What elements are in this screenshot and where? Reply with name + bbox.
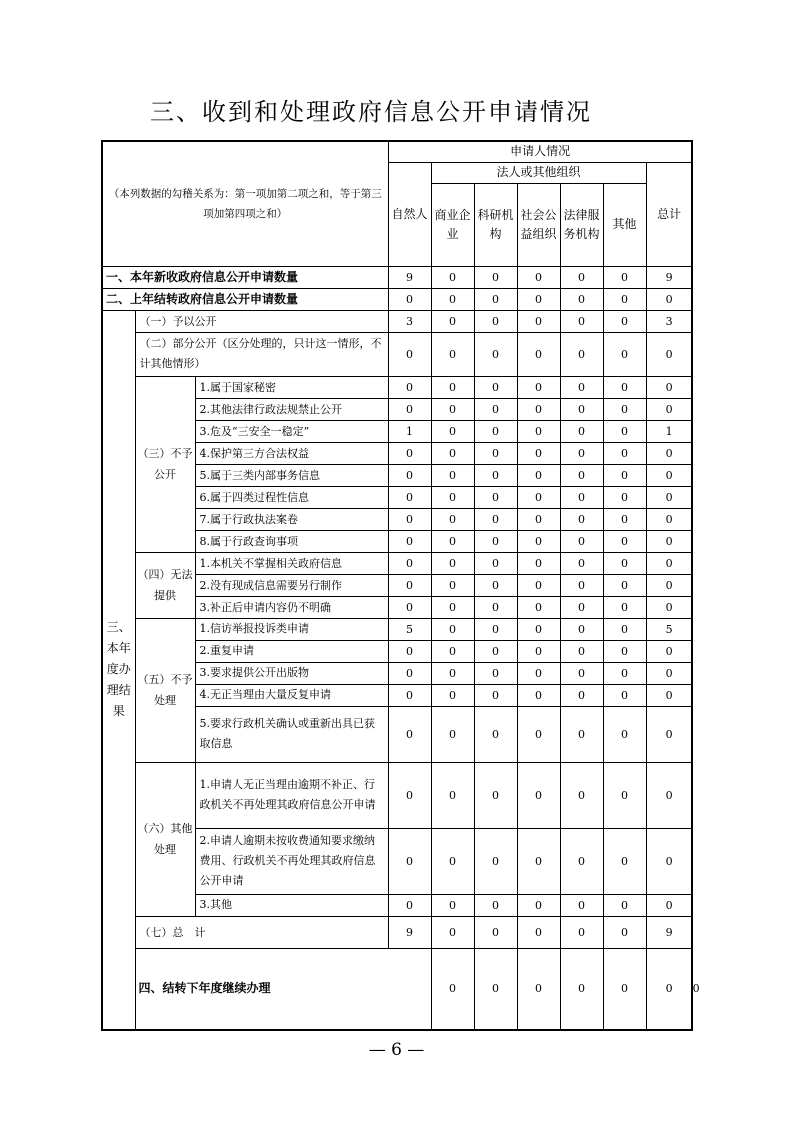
- cell-value: 0: [603, 596, 646, 618]
- cell-value: 5: [646, 618, 692, 640]
- cell-value: 0: [474, 640, 517, 662]
- cell-value: 0: [431, 552, 474, 574]
- cell-value: 0: [517, 266, 560, 288]
- row-label-item: 1.本机关不掌握相关政府信息: [195, 552, 388, 574]
- header-other: 其他: [603, 183, 646, 266]
- cell-value: 0: [431, 310, 474, 332]
- cell-value: 0: [517, 552, 560, 574]
- cell-value: 0: [517, 618, 560, 640]
- cell-value: 0: [474, 894, 517, 916]
- cell-value: 0: [388, 684, 431, 706]
- cell-value: 3: [646, 310, 692, 332]
- cell-value: 0: [560, 376, 603, 398]
- cell-value: 0: [474, 916, 517, 948]
- cell-value: 0: [517, 706, 560, 762]
- row-label-item: 4.保护第三方合法权益: [195, 442, 388, 464]
- cell-value: 0: [646, 442, 692, 464]
- row-label-item: 1.属于国家秘密: [195, 376, 388, 398]
- cell-value: 0: [603, 574, 646, 596]
- cell-value: 0: [603, 828, 646, 894]
- cell-value: 0: [560, 398, 603, 420]
- cell-value: 0: [603, 288, 646, 310]
- cell-value: 0: [517, 530, 560, 552]
- cell-value: 0: [560, 828, 603, 894]
- cell-value: 0: [388, 828, 431, 894]
- cell-value: 0: [517, 574, 560, 596]
- cell-value: 0: [560, 684, 603, 706]
- row-label-item: 4.无正当理由大量反复申请: [195, 684, 388, 706]
- page-title: 三、收到和处理政府信息公开申请情况: [150, 98, 592, 126]
- row-label-open: （一）予以公开: [135, 310, 388, 332]
- cell-value: 0: [388, 508, 431, 530]
- cell-value: 0: [474, 948, 517, 1030]
- section-label-results: 三、本年度办理结果: [102, 310, 135, 1030]
- report-table: （本列数据的勾稽关系为：第一项加第二项之和，等于第三项加第四项之和） 申请人情况 自然人 法人或其他组织 总计 商业企业 科研机构 社会公益组织 法律服务机构 其他 一、本年新收政府信息公开申请数量 9 0 0 0 0 0 9 二、上年结转政府信息公开申请数量 0 0 0 0 0 0 0 三、本年度办理结果 （一）予以公开 3 0 0 0 0 0 3 （二）部分公开（区分处理的，只计这一情形，不计其他情形） 0 0 0 0 0 0 0 （三）不予公开 1.属于国家秘密 0 0 0 0 0 0 0 2.其他法律行政法规禁止公开 0 0 0 0 0 0 0 3.危及“三安全一稳定” 1 0 0 0 0 0 1 4.保护第三方合法权益 0 0 0 0 0 0 0 5.属于三类内部事务信息 0 0 0 0 0 0 0 6.属于四类过程性信息 0 0 0 0 0 0 0 7.属于行政执法案卷 0 0 0 0 0 0 0 8.属于行政查询事项 0 0 0 0 0 0 0 （四）无法提供 1.本机关不掌握相关政府信息 0 0 0 0 0 0 0 2.没有现成信息需要另行制作 0 0 0 0 0 0 0 3.补正后申请内容仍不明确 0 0 0 0 0 0 0 （五）不予处理 1.信访举报投诉类申请 5 0 0 0 0 0 5 2.重复申请 0 0 0 0 0 0 0 3.要求提供公开出版物 0 0 0 0 0 0 0 4.无正当理由大量反复申请 0 0 0 0 0 0 0 5.要求行政机关确认或重新出具已获取信息 0 0 0 0 0 0 0 （六）其他处理 1.申请人无正当理由逾期不补正、行政机关不再处理其政府信息公开申请 0 0 0 0 0 0 0 2.申请人逾期未按收费通知要求缴纳费用、行政机关不再处理其政府信息公开申请 0 0 0 0 0 0 0 3.其他 0 0 0 0 0 0 0 （七）总 计 9 0 0 0 0 0 9 四、结转下年度继续办理 0 0 0 0 0 0 0: [101, 140, 693, 1031]
- cell-value: 0: [646, 828, 692, 894]
- cell-value: 0: [431, 684, 474, 706]
- cell-value: 0: [560, 310, 603, 332]
- cell-value: 0: [431, 640, 474, 662]
- cell-value: 0: [474, 706, 517, 762]
- cell-value: 0: [431, 828, 474, 894]
- row-label-item: 1.信访举报投诉类申请: [195, 618, 388, 640]
- cell-value: 0: [388, 894, 431, 916]
- cell-value: 0: [603, 376, 646, 398]
- cell-value: 0: [646, 508, 692, 530]
- cell-value: 0: [431, 486, 474, 508]
- cell-value: 1: [388, 420, 431, 442]
- cell-value: 0: [603, 706, 646, 762]
- cell-value: 0: [517, 762, 560, 828]
- cell-value: 0: [388, 442, 431, 464]
- cell-value: 0: [474, 596, 517, 618]
- cell-value: 0: [517, 376, 560, 398]
- cell-value: 0: [388, 486, 431, 508]
- cell-value: 0: [646, 552, 692, 574]
- cell-value: 0: [517, 310, 560, 332]
- row-label-item: 2.申请人逾期未按收费通知要求缴纳费用、行政机关不再处理其政府信息公开申请: [195, 828, 388, 894]
- cell-value: 0: [646, 596, 692, 618]
- cell-value: 0: [388, 332, 431, 376]
- cell-value: 0: [474, 310, 517, 332]
- cell-value: 0: [388, 662, 431, 684]
- cell-value: 0: [603, 310, 646, 332]
- cell-value: 0: [474, 552, 517, 574]
- cell-value: 0: [431, 948, 474, 1030]
- cell-value: 0: [474, 618, 517, 640]
- cell-value: 0: [560, 596, 603, 618]
- cell-value: 0: [517, 398, 560, 420]
- cell-value: 0: [474, 574, 517, 596]
- row-label-item: 3.危及“三安全一稳定”: [195, 420, 388, 442]
- cell-value: 9: [388, 266, 431, 288]
- cell-value: 0: [474, 684, 517, 706]
- row-label-item: 1.申请人无正当理由逾期不补正、行政机关不再处理其政府信息公开申请: [195, 762, 388, 828]
- cell-value: 0: [603, 662, 646, 684]
- cell-value: 0: [431, 266, 474, 288]
- cell-value: 0: [560, 464, 603, 486]
- cell-value: 9: [646, 916, 692, 948]
- cell-value: 0: [560, 442, 603, 464]
- cell-value: 0: [560, 662, 603, 684]
- cell-value: 1: [646, 420, 692, 442]
- cell-value: 0: [474, 486, 517, 508]
- header-research: 科研机构: [474, 183, 517, 266]
- cell-value: 0: [517, 508, 560, 530]
- row-label-item: 7.属于行政执法案卷: [195, 508, 388, 530]
- cell-value: 0: [603, 420, 646, 442]
- cell-value: 0: [517, 288, 560, 310]
- header-business: 商业企业: [431, 183, 474, 266]
- cell-value: 0: [646, 894, 692, 916]
- row-label-item: 3.其他: [195, 894, 388, 916]
- cell-value: 0: [517, 486, 560, 508]
- cell-value: 0: [646, 684, 692, 706]
- row-label-total: （七）总 计: [135, 916, 388, 948]
- header-legal-service: 法律服务机构: [560, 183, 603, 266]
- cell-value: 0: [560, 486, 603, 508]
- cell-value: 0: [474, 442, 517, 464]
- cell-value: 0: [560, 266, 603, 288]
- cell-value: 0: [517, 596, 560, 618]
- cell-value: 0: [474, 398, 517, 420]
- cell-value: 0: [517, 640, 560, 662]
- row-label-partial: （二）部分公开（区分处理的，只计这一情形，不计其他情形）: [135, 332, 388, 376]
- cell-value: 0: [603, 530, 646, 552]
- cell-value: 0: [603, 684, 646, 706]
- cell-value: 0: [560, 618, 603, 640]
- cell-value: 0: [603, 398, 646, 420]
- cell-value: 0: [603, 332, 646, 376]
- cell-value: 0: [603, 266, 646, 288]
- cell-value: 0: [517, 684, 560, 706]
- cell-value: 0: [431, 706, 474, 762]
- cell-value: 0: [388, 398, 431, 420]
- cell-value: 0: [646, 486, 692, 508]
- cell-value: 0: [560, 916, 603, 948]
- category-cannot-provide: （四）无法提供: [135, 552, 195, 618]
- header-legal-group: 法人或其他组织: [431, 162, 646, 183]
- header-natural-person: 自然人: [388, 162, 431, 266]
- cell-value: 0: [560, 508, 603, 530]
- cell-value: 0: [431, 894, 474, 916]
- cell-value: 0: [560, 762, 603, 828]
- cell-value: 0: [474, 530, 517, 552]
- cell-value: 0: [474, 420, 517, 442]
- cell-value: 0: [431, 530, 474, 552]
- header-applicant: 申请人情况: [388, 141, 692, 162]
- cell-value: 0: [560, 288, 603, 310]
- category-not-processed: （五）不予处理: [135, 618, 195, 762]
- cell-value: 0: [603, 894, 646, 916]
- cell-value: 0: [474, 464, 517, 486]
- cell-value: 0: [646, 948, 692, 1030]
- cell-value: 0: [603, 442, 646, 464]
- cell-value: 0: [603, 762, 646, 828]
- cell-value: 0: [517, 828, 560, 894]
- cell-value: 0: [388, 596, 431, 618]
- cell-value: 3: [388, 310, 431, 332]
- category-not-disclosed: （三）不予公开: [135, 376, 195, 552]
- cell-value: 0: [431, 916, 474, 948]
- row-label-item: 2.其他法律行政法规禁止公开: [195, 398, 388, 420]
- cell-value: 0: [388, 552, 431, 574]
- cell-value: 0: [431, 596, 474, 618]
- cell-value: 0: [388, 574, 431, 596]
- cell-value: 0: [517, 464, 560, 486]
- row-label-item: 6.属于四类过程性信息: [195, 486, 388, 508]
- cell-value: 0: [431, 464, 474, 486]
- cell-value: 0: [474, 762, 517, 828]
- cell-value: 0: [646, 640, 692, 662]
- row-label-next-year: 四、结转下年度继续办理: [135, 948, 431, 1030]
- cell-value: 0: [388, 706, 431, 762]
- cell-value: 0: [388, 530, 431, 552]
- cell-value: 0: [474, 662, 517, 684]
- cell-value: 0: [603, 948, 646, 1030]
- cell-value: 0: [517, 948, 560, 1030]
- cell-value: 0: [603, 618, 646, 640]
- cell-value: 0: [603, 486, 646, 508]
- page-number: — 6 —: [368, 1040, 425, 1060]
- cell-value: 0: [474, 376, 517, 398]
- cell-value: 0: [517, 894, 560, 916]
- cell-value: 0: [603, 552, 646, 574]
- cell-value: 0: [560, 894, 603, 916]
- row-label-carry: 二、上年结转政府信息公开申请数量: [102, 288, 388, 310]
- cell-value: 0: [474, 332, 517, 376]
- cell-value: 0: [646, 706, 692, 762]
- cell-value: 0: [388, 376, 431, 398]
- cell-value: 0: [560, 706, 603, 762]
- cell-value: 0: [646, 762, 692, 828]
- cell-value: 0: [560, 552, 603, 574]
- cell-value: 0: [474, 288, 517, 310]
- cell-value: 0: [431, 442, 474, 464]
- cell-value: 0: [431, 332, 474, 376]
- row-label-item: 8.属于行政查询事项: [195, 530, 388, 552]
- cell-value: 0: [603, 640, 646, 662]
- header-note: （本列数据的勾稽关系为：第一项加第二项之和，等于第三项加第四项之和）: [102, 141, 388, 266]
- cell-value: 0: [388, 762, 431, 828]
- cell-value: 0: [646, 398, 692, 420]
- header-public-welfare: 社会公益组织: [517, 183, 560, 266]
- cell-value: 0: [517, 662, 560, 684]
- cell-value: 9: [646, 266, 692, 288]
- cell-value: 0: [388, 640, 431, 662]
- cell-value: 0: [431, 376, 474, 398]
- row-label-item: 3.补正后申请内容仍不明确: [195, 596, 388, 618]
- cell-value: 0: [646, 662, 692, 684]
- cell-value: 0: [388, 288, 431, 310]
- cell-value: 0: [431, 762, 474, 828]
- cell-value: 9: [388, 916, 431, 948]
- cell-value: 0: [431, 288, 474, 310]
- cell-value: 0: [474, 266, 517, 288]
- cell-value: 0: [646, 376, 692, 398]
- cell-value: 0: [474, 508, 517, 530]
- cell-value: 0: [560, 640, 603, 662]
- cell-value: 0: [560, 574, 603, 596]
- cell-value: 0: [431, 508, 474, 530]
- cell-value: 0: [388, 464, 431, 486]
- cell-value: 0: [431, 574, 474, 596]
- cell-value: 0: [560, 332, 603, 376]
- row-label-item: 5.属于三类内部事务信息: [195, 464, 388, 486]
- row-label-item: 2.重复申请: [195, 640, 388, 662]
- cell-value: 0: [603, 464, 646, 486]
- header-total: 总计: [646, 162, 692, 266]
- cell-value: 0: [646, 530, 692, 552]
- cell-value: 0: [603, 916, 646, 948]
- cell-value: 0: [646, 332, 692, 376]
- cell-value: 0: [517, 442, 560, 464]
- category-other-processing: （六）其他处理: [135, 762, 195, 916]
- row-label-item: 5.要求行政机关确认或重新出具已获取信息: [195, 706, 388, 762]
- cell-value: 0: [560, 948, 603, 1030]
- cell-value: 0: [560, 530, 603, 552]
- cell-value: 0: [431, 662, 474, 684]
- cell-value: 0: [646, 288, 692, 310]
- cell-value: 0: [474, 828, 517, 894]
- cell-value: 0: [646, 574, 692, 596]
- cell-value: 0: [517, 420, 560, 442]
- cell-value: 0: [517, 332, 560, 376]
- cell-value: 0: [431, 618, 474, 640]
- row-label-new: 一、本年新收政府信息公开申请数量: [102, 266, 388, 288]
- cell-value: 0: [431, 398, 474, 420]
- cell-value: 0: [560, 420, 603, 442]
- row-label-item: 3.要求提供公开出版物: [195, 662, 388, 684]
- row-label-item: 2.没有现成信息需要另行制作: [195, 574, 388, 596]
- cell-value: 0: [603, 508, 646, 530]
- cell-value: 5: [388, 618, 431, 640]
- cell-value: 0: [646, 464, 692, 486]
- cell-value: 0: [431, 420, 474, 442]
- cell-value: 0: [517, 916, 560, 948]
